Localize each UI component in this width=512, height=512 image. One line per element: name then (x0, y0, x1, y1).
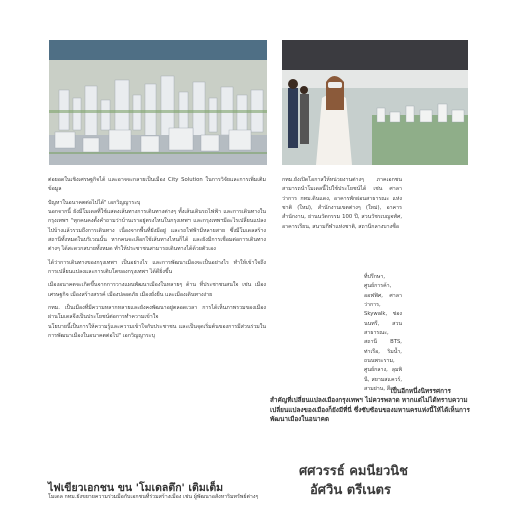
visitor-vr-photo (282, 40, 468, 165)
left-paragraph: เมืองอนาคตจะเกิดขึ้นจากการวางแผนพัฒนาเมืองในหลายๆ ด้าน ที่ประชาชนสนใจ เช่น เมืองเศรษฐกิจ เมืองสร้างสรรค์ เมืองปลอดภัย เมืองยั่งยืน และเมืองเดินทางง่าย (48, 282, 266, 298)
author-name: อัศวิน ตรีเนตร (310, 483, 391, 498)
left-paragraph: ต่อยอดในเชิงเศรษฐกิจได้ และอาจจะกลายเป็นเมือง City Solution ในการวิจัยและการเพิ่มเติมข้อมูล (48, 177, 266, 193)
left-paragraph: กทม. เป็นเมืองที่มีความหลากหลายและยังคงพัฒนาอยู่ตลอดเวลา การได้เห็นภาพรวมของเมืองผ่านโมเดลจึงเป็นประโยชน์ต่อการทำความเข้าใจ (48, 305, 266, 321)
article-left-column (48, 176, 266, 342)
article-right-narrow-column (364, 273, 402, 394)
section-heading: ไฟเขียวเอกชน ขน 'โมเดลตึก' เติมเต็ม (48, 482, 224, 494)
left-paragraph: ได้ว่าการเดินทางของกรุงเทพฯ เป็นอย่างไร และการพัฒนาเมืองจะเป็นอย่างไร ทำให้เข้าใจถึงการเปลี่ยนแปลงและการเติบโตของกรุงเทพฯ ได้ดียิ่งขึ้น (48, 259, 266, 276)
left-paragraph: ปัญหาในอนาคตต่อไปได้" เอกวิญญาระบุ (48, 199, 141, 206)
left-paragraph: นโยบายนี้เป็นการให้ความรู้และความเข้าใจกับประชาชน และเป็นจุดเริ่มต้นของการมีส่วนร่วมในการพัฒนาเมืองในอนาคตต่อไป" เอกวิญญาระบุ (48, 323, 266, 340)
pull-quote (270, 387, 475, 424)
pull-quote-title: เป็นอีกหนึ่งนิทรรศการ (390, 387, 451, 395)
city-model-photo (49, 40, 267, 165)
right-narrow-paragraph: ที่ปรึกษา, ศูนย์การค้า, ออฟฟิศ, ศาลาว่าการ, Skywalk, ช่องนนทรี, สวนสาธารณะ, สถานี BTS, ท่าเรือ, ริมน้ำ, ถนนพระราม, ศูนย์กลาง, ลุมพินี, สยามสแควร์, สามย่าน, สีลม (364, 274, 402, 393)
right-paragraph: กทม.ยังเปิดโอกาสให้หน่วยงานต่างๆ ภาคเอกชน สามารถนำโมเดลนี้ไปใช้ประโยชน์ได้ เช่น ศาลาว่าการ กทม.ดินแดง, อาคารพักผ่อนสาธารณะ แห่งชาติ (ใหม่), สำนักงานเขตต่างๆ (ใหม่), อาคารสำนักงาน, ย่านนวัตกรรม 100 ปี, สวนวัชรเบญจทัศ, อาคารเรียน, สนามกีฬาแห่งชาติ, สถานีกลางบางซื่อ (282, 177, 402, 230)
section-body: โมเดล กทม.ยังขยายความร่วมมือกับเอกชนที่ร่วมสร้างเมือง เช่น ผู้พัฒนาอสังหาริมทรัพย์ต่างๆ (48, 494, 259, 500)
left-paragraph: นอกจากนี้ ยังมีโมเดลที่ใช้แสดงเส้นทางการเดินทางต่างๆ ทั้งเส้นเดินรถไฟฟ้า และการเดินทางในกรุงเทพฯ "ทุกคนคงตั้งคำถามว่าบ้านเราอยู่ตรงไหนในกรุงเทพฯ และกรุงเทพฯมีอะไรเปลี่ยนแปลงไปบ้างแล้วรวมถึงการเดินทาง เนื่องจากพื้นที่ยังมีอยู่ และรถไฟฟ้ามีหลายสาย ซึ่งมีโมเดลสร้างสถานีทั้งหมดในบริเวณนั้น หากคนจะเลือกใช้เส้นทางไหนก็ได้ และยังมีการเชื่อมต่อการเดินทางต่างๆ ได้สะดวกสบายทั้งหมด ทำให้ประชาชนสามารถเดินทางได้ด้วยตัวเอง (48, 209, 266, 253)
author-name: ศศวรรธ์ คมนียวนิช (299, 464, 409, 479)
pull-quote-body: สำคัญที่เปลี่ยนแปลงเมืองกรุงเทพฯ ไม่ควรพลาด หากแต่ไม่ได้ทราบความเปลี่ยนแปลงของเมืองก็ยังมีที่นี่ ซึ่งซับซ้อนของมหานครแห่งนี้ให้ได้เห็นการพัฒนาเมืองในอนาคต (270, 396, 470, 423)
article-right-column (282, 176, 402, 232)
